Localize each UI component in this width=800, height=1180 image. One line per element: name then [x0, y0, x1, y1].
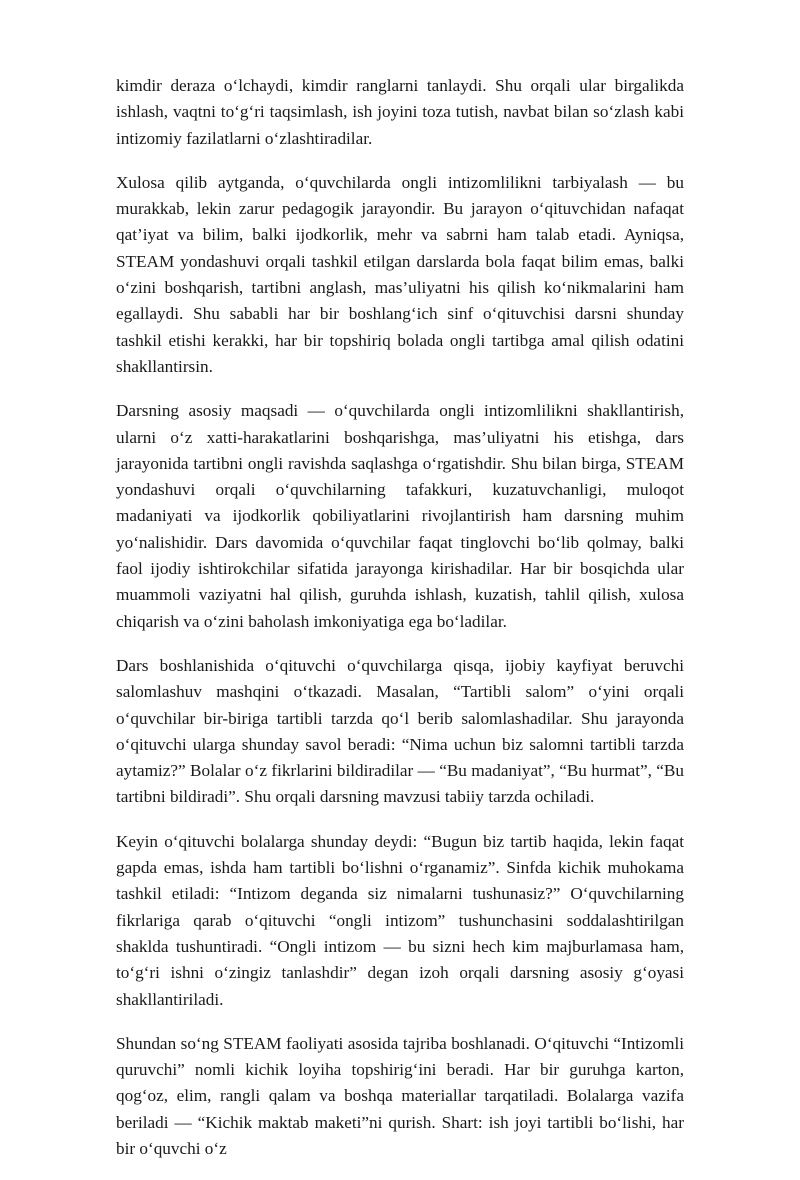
paragraph-2: Xulosa qilib aytganda, o‘quvchilarda ongli intizomlilikni tarbiyalash — bu murakkab, lekin zarur pedagogik jarayondir. Bu jarayon o‘qituvchidan nafaqat qat’iyat va bilim, balki ijodkorlik, mehr va sabrni ham talab etadi. Ayniqsa, STEAM yondashuvi orqali tashkil etilgan darslarda bola faqat bilim emas, balki o‘zini boshqarish, tartibni anglash, mas’uliyatni his qilish ko‘nikmalarini ham egallaydi. Shu sababli har bir boshlang‘ich sinf o‘qituvchisi darsni shunday tashkil etishi kerakki, har bir topshiriq bolada ongli tartibga amal qilish odatini shakllantirsin. [116, 172, 684, 376]
document-body [116, 73, 684, 1180]
paragraph-5: Keyin o‘qituvchi bolalarga shunday deydi: “Bugun biz tartib haqida, lekin faqat gapda emas, ishda ham tartibli bo‘lishni o‘rganamiz”. Sinfda kichik muhokama tashkil etiladi: “Intizom deganda siz nimalarni tushunasiz?” O‘quvchilarning fikrlariga qarab o‘qituvchi “ongli intizom” tushunchasini soddalashtirilgan shaklda tushuntiradi. “Ongli intizom — bu sizni hech kim majburlamasa ham, to‘g‘ri ishni o‘zingiz tanlashdir” degan izoh orqali darsning asosiy g‘oyasi shakllantiriladi. [116, 831, 684, 1009]
paragraph-6: Shundan so‘ng STEAM faoliyati asosida tajriba boshlanadi. O‘qituvchi “Intizomli quruvchi” nomli kichik loyiha topshirig‘ini beradi. Har bir guruhga karton, qog‘oz, elim, rangli qalam va boshqa materiallar tarqatiladi. Bolalarga vazifa beriladi — “Kichik maktab maketi”ni qurish. Shart: ish joyi tartibli bo‘lishi, har bir o‘quvchi o‘z [116, 1033, 684, 1158]
paragraph-1: kimdir deraza o‘lchaydi, kimdir ranglarni tanlaydi. Shu orqali ular birgalikda ishlash, vaqtni to‘g‘ri taqsimlash, ish joyini toza tutish, navbat bilan so‘zlash kabi intizomiy fazilatlarni o‘zlashtiradilar. [116, 76, 684, 148]
paragraph-4: Dars boshlanishida o‘qituvchi o‘quvchilarga qisqa, ijobiy kayfiyat beruvchi salomlashuv mashqini o‘tkazadi. Masalan, “Tartibli salom” o‘yini orqali o‘quvchilar bir-biriga tartibli tarzda qo‘l berib salomlashadilar. Shu jarayonda o‘qituvchi ularga shunday savol beradi: “Nima uchun biz salomni tartibli tarzda aytamiz?” Bolalar o‘z fikrlarini bildiradilar — “Bu madaniyat”, “Bu hurmat”, “Bu tartibni bildiradi”. Shu orqali darsning mavzusi tabiiy tarzda ochiladi. [116, 655, 684, 807]
paragraph-3: Darsning asosiy maqsadi — o‘quvchilarda ongli intizomlilikni shakllantirish, ularni o‘z xatti-harakatlarini boshqarishga, mas’uliyatni his etishga, dars jarayonida tartibni ongli ravishda saqlashga o‘rgatishdir. Shu bilan birga, STEAM yondashuvi orqali o‘quvchilarning tafakkuri, kuzatuvchanligi, muloqot madaniyati va ijodkorlik qobiliyatlarini rivojlantirish ham darsning muhim yo‘nalishidir. Dars davomida o‘quvchilar faqat tinglovchi bo‘lib qolmay, balki faol ijodiy ishtirokchilar sifatida jarayonga kirishadilar. Har bir bosqichda ular muammoli vaziyatni hal qilish, guruhda ishlash, kuzatish, tahlil qilish, xulosa chiqarish va o‘zini baholash imkoniyatiga ega bo‘ladilar. [116, 401, 684, 631]
